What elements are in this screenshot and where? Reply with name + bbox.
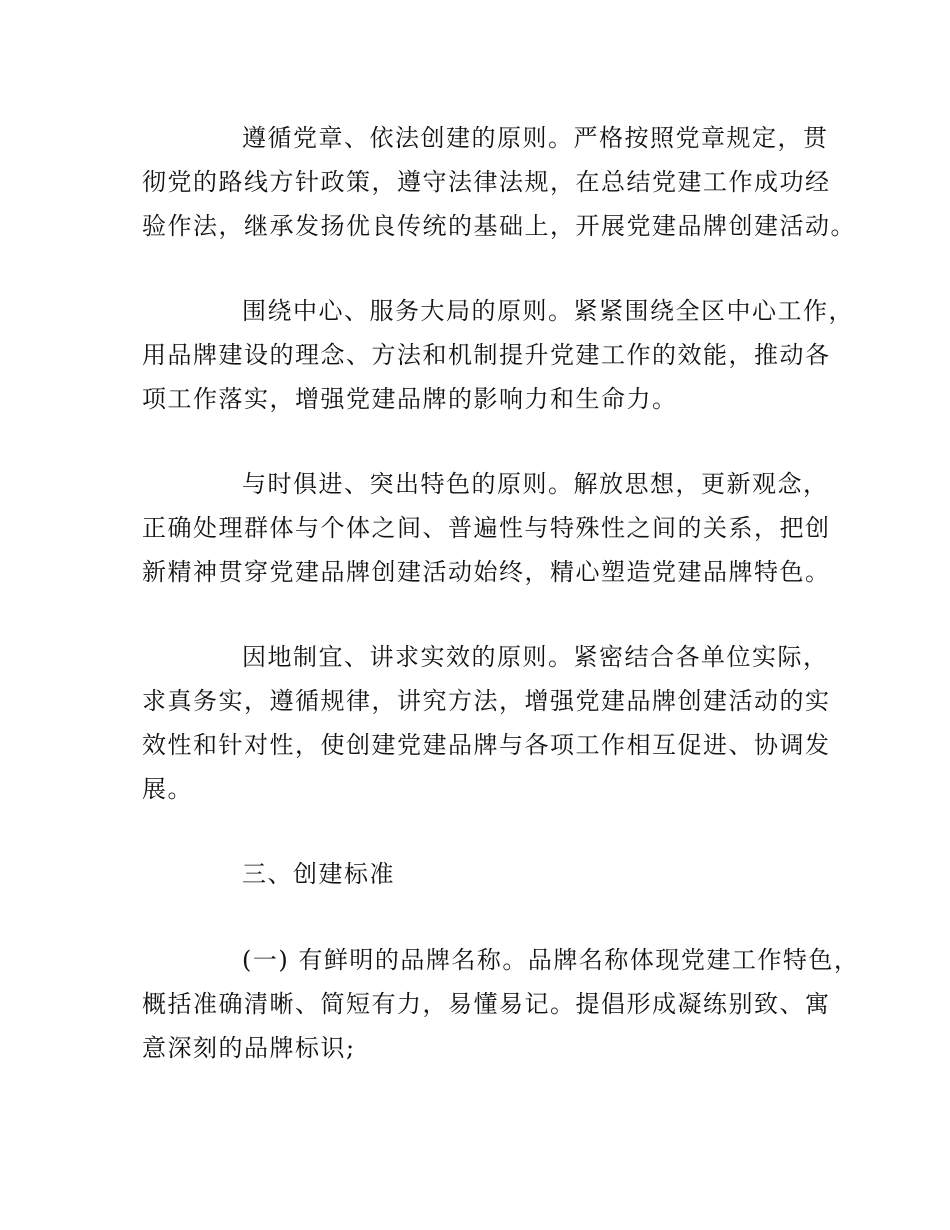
paragraph-principle-serve-center — [142, 289, 854, 421]
paragraph-principle-local-conditions — [142, 635, 842, 811]
paragraph-line: 用品牌建设的理念、方法和机制提升党建工作的效能，推动各 — [142, 341, 831, 369]
paragraph-principle-keep-pace — [142, 462, 842, 594]
section-heading-standards — [142, 852, 842, 896]
section-heading-text: 三、创建标准 — [242, 860, 395, 888]
paragraph-line: 展。 — [142, 775, 193, 803]
paragraph-line: 因地制宜、讲求实效的原则。紧密结合各单位实际， — [242, 643, 829, 671]
paragraph-line: 围绕中心、服务大局的原则。紧紧围绕全区中心工作， — [242, 297, 854, 325]
paragraph-line: 新精神贯穿党建品牌创建活动始终，精心塑造党建品牌特色。 — [142, 558, 831, 586]
paragraph-standard-brand-name — [142, 938, 860, 1070]
paragraph-line: 验作法，继承发扬优良传统的基础上，开展党建品牌创建活动。 — [142, 212, 856, 240]
paragraph-line: 正确处理群体与个体之间、普遍性与特殊性之间的关系，把创 — [142, 514, 831, 542]
paragraph-line: 求真务实，遵循规律，讲究方法，增强党建品牌创建活动的实 — [142, 687, 831, 715]
paragraph-principle-party-constitution — [142, 116, 856, 248]
paragraph-line: 与时俱进、突出特色的原则。解放思想，更新观念， — [242, 470, 829, 498]
paragraph-line: 意深刻的品牌标识; — [142, 1034, 356, 1062]
paragraph-line: 遵循党章、依法创建的原则。严格按照党章规定，贯 — [242, 124, 829, 152]
paragraph-line: 彻党的路线方针政策，遵守法律法规，在总结党建工作成功经 — [142, 168, 831, 196]
paragraph-line: 概括准确清晰、简短有力，易懂易记。提倡形成凝练别致、寓 — [142, 990, 831, 1018]
paragraph-line: 效性和针对性，使创建党建品牌与各项工作相互促进、协调发 — [142, 731, 831, 759]
paragraph-line: 项工作落实，增强党建品牌的影响力和生命力。 — [142, 385, 678, 413]
paragraph-line: (一) 有鲜明的品牌名称。品牌名称体现党建工作特色， — [242, 946, 860, 974]
